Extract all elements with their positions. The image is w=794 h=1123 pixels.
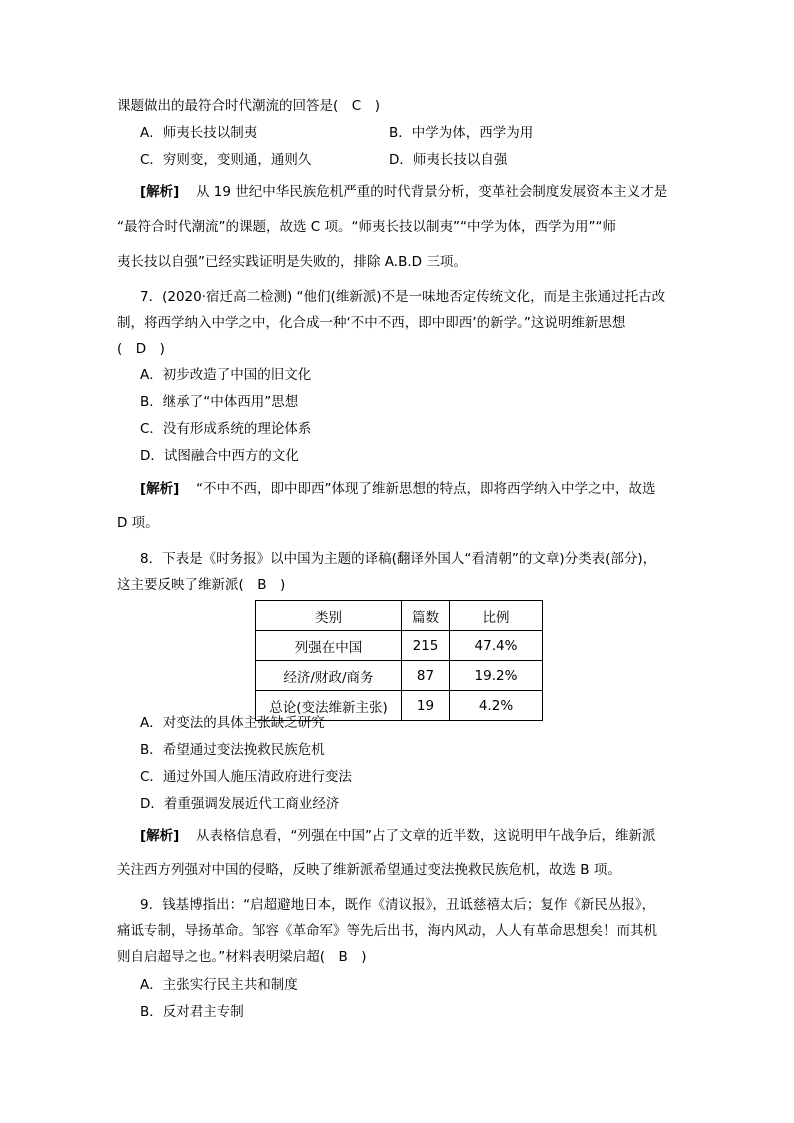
q9-option-b: B．反对君主专制 [140, 1004, 244, 1020]
q8-analysis-line-1: 从表格信息看，“列强在中国”占了文章的近半数，这说明甲午战争后，维新派 [196, 828, 656, 844]
table-header-count: 篇数 [402, 601, 450, 631]
q7-stem-line-2: 制，将西学纳入中学之中，化合成一种‘不中不西，即中即西’的新学。”这说明维新思想 [117, 315, 626, 331]
table-cell: 列强在中国 [256, 631, 402, 661]
q7-option-c: C．没有形成系统的理论体系 [140, 421, 312, 437]
q8-option-a: A．对变法的具体主张缺乏研究 [140, 715, 325, 731]
q9-option-a: A．主张实行民主共和制度 [140, 977, 298, 993]
q7-analysis-line-1: “不中不西，即中即西”体现了维新思想的特点，即将西学纳入中学之中，故选 [196, 481, 656, 497]
q6-option-d: D．师夷长技以自强 [389, 152, 508, 168]
table-cell: 87 [402, 661, 450, 691]
table-cell: 总论(变法维新主张) [256, 691, 402, 721]
table-cell: 经济/财政/商务 [256, 661, 402, 691]
q8-option-d: D．着重强调发展近代工商业经济 [140, 796, 340, 812]
table-cell: 47.4% [450, 631, 543, 661]
q6-analysis-line-3: 夷长技以自强”已经实践证明是失败的，排除 A.B.D 三项。 [117, 254, 467, 270]
q7-option-d: D．试图融合中西方的文化 [140, 448, 299, 464]
table-cell: 19 [402, 691, 450, 721]
q6-analysis-line-1: 从 19 世纪中华民族危机严重的时代背景分析，变革社会制度发展资本主义才是 [196, 184, 668, 200]
q8-analysis-tag: [解析] [140, 828, 180, 844]
table-header-row [256, 601, 543, 631]
table-header-category: 类别 [256, 601, 402, 631]
table-row [256, 661, 543, 691]
q7-answer: ( D ) [117, 341, 165, 357]
table-cell: 215 [402, 631, 450, 661]
table-cell: 19.2% [450, 661, 543, 691]
q7-option-b: B．继承了“中体西用”思想 [140, 394, 299, 410]
q7-option-a: A．初步改造了中国的旧文化 [140, 367, 312, 383]
table-cell: 4.2% [450, 691, 543, 721]
q7-analysis-line-2: D 项。 [117, 515, 159, 531]
q8-analysis-line-2: 关注西方列强对中国的侵略，反映了维新派希望通过变法挽救民族危机，故选 B 项。 [117, 862, 621, 878]
q6-option-b: B．中学为体，西学为用 [389, 125, 534, 141]
q6-option-c: C．穷则变，变则通，通则久 [140, 152, 312, 168]
table-header-ratio: 比例 [450, 601, 543, 631]
q6-stem: 课题做出的最符合时代潮流的回答是( C ) [117, 98, 380, 114]
q8-data-table [255, 600, 543, 721]
q9-stem-line-2: 痛诋专制，导扬革命。邹容《革命军》等先后出书，海内风动，人人有革命思想矣！而其机 [117, 923, 657, 939]
q8-stem-line-2: 这主要反映了维新派( B ) [117, 577, 286, 593]
q6-option-a: A．师夷长技以制夷 [140, 125, 258, 141]
q6-analysis-tag: [解析] [140, 184, 180, 200]
q8-option-c: C．通过外国人施压清政府进行变法 [140, 769, 352, 785]
q6-analysis-line-2: “最符合时代潮流”的课题，故选 C 项。“师夷长技以制夷”“中学为体，西学为用”“师 [117, 219, 616, 235]
q8-option-b: B．希望通过变法挽救民族危机 [140, 742, 325, 758]
q7-stem-line-1: 7．(2020·宿迁高二检测) “他们(维新派)不是一味地否定传统文化，而是主张通过托古改 [140, 289, 666, 305]
q9-stem-line-1: 9．钱基博指出：“启超避地日本，既作《清议报》，丑诋慈禧太后；复作《新民丛报》， [140, 897, 656, 913]
q7-analysis-tag: [解析] [140, 481, 180, 497]
q8-stem-line-1: 8．下表是《时务报》以中国为主题的译稿(翻译外国人“看清朝”的文章)分类表(部分)， [140, 551, 657, 567]
table-row [256, 631, 543, 661]
q9-stem-line-3: 则自启超导之也。”材料表明梁启超( B ) [117, 949, 367, 965]
